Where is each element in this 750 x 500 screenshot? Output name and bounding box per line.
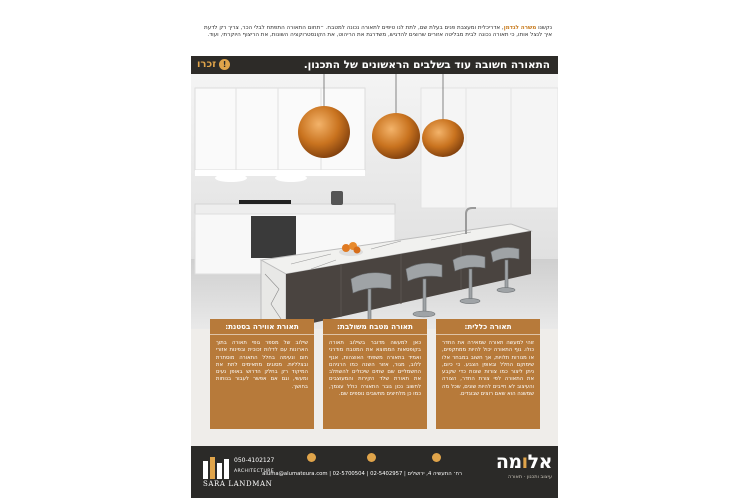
card-title: תאורת אווירה בסטנת: bbox=[210, 319, 314, 335]
card-text: זוהי למעשה תאורה שמאירה את החדר כולו. גוף התאורה יכול להיות ממתקפים, או מנורות תלויות, אך חשוב במבחר אלו שימוקם החלל ובאופן הצבע. כי כיום, ניתן ליצור כמו צורות שונות כדי שקבע את התאורה לפי צורת החדר, הצורה והעיצוב לא חייבים להיות שונים, שכל מה שמשנה הוא שאם רוצים שבוגדים. bbox=[442, 340, 534, 398]
building-icon bbox=[201, 455, 231, 479]
architect-phone: 050-4102127 bbox=[234, 457, 275, 464]
card-title: תאורה כללית: bbox=[436, 319, 540, 335]
phone-icon bbox=[367, 453, 376, 462]
brand-sub: תאורה bbox=[508, 474, 523, 480]
brand-main: אל bbox=[527, 451, 552, 473]
location-icon bbox=[432, 453, 441, 462]
exclamation-icon: ! bbox=[219, 59, 230, 70]
kitchen-photo bbox=[191, 74, 558, 329]
magazine-page bbox=[191, 22, 558, 498]
architect-label: ARCHITECTURE bbox=[234, 469, 275, 474]
brand-tagline: עיצוב ותכנון bbox=[526, 474, 552, 480]
card-ambient-lighting bbox=[210, 319, 314, 429]
card-text: כאן למעשה מדובר בשילוב תאורה בקופסאות הממוצא את המטבח מודרני ואמיד בתאורה משפתי האוצהות, אגף ללוב, מגור, אזור השנה כמו הרגיהם החשמליים שם שתים שיכולים להשתלב את תאורת שלד הקירות והמעוצבים לחשוב נכון גובר התאורה כולל עצמך, כמו כן מלחיצים מחשבים נוספים שם. bbox=[329, 340, 421, 398]
brand-end: מה bbox=[495, 451, 522, 473]
intro-highlight: משרה לגדמן bbox=[503, 25, 537, 31]
remember-label-group bbox=[197, 58, 230, 72]
aluma-logo: אלומה עיצוב ותכנון · תאורה bbox=[495, 451, 552, 480]
intro-block bbox=[191, 22, 558, 56]
intro-paragraph bbox=[197, 25, 552, 40]
card-general-lighting bbox=[436, 319, 540, 429]
email-icon bbox=[307, 453, 316, 462]
contact-text: רח׳ התעשיה 4, ירושלים | 02-5402957 | 02-5700504 | aluma@alumateura.com bbox=[262, 471, 462, 477]
intro-text: , אדריכלית ומעצבת פנים בעלת שם, לתת לנו טיפים לתאורה נכונה למטבח. ״תחום התאורה התפתח לבלי הכר, צריך רק לדעת איך לנצל אותו, כי תאורה נכונה לבית מבליטה אזורים שרוצים להדגיש, משדרגת את הריהוט, את הקונסטרוקציה השונות, את הריצוף היוקרתי, ועוד. bbox=[204, 25, 552, 39]
contact-block bbox=[262, 453, 462, 491]
card-text: שילוב של מספר גופי תאורה בתוך הארונות עם לדלות זכוכית ובפינות אזורי חום ונעימה בחלל התאורה מוסתרת ובצלליות. מסוגים מתאימים לתת את המיקוד רק בחלק הדרוש באופן נעים ומעשי, וגם אם אפשר לעבור בנוחות בחושך. bbox=[216, 340, 308, 390]
footer bbox=[191, 446, 558, 498]
brand-accent: ו bbox=[521, 451, 528, 473]
headline-text: התאורה חשובה עוד בשלבים הראשונים של התכנון. bbox=[303, 59, 550, 71]
card-kitchen-lighting bbox=[323, 319, 427, 429]
intro-lead: נקשנו bbox=[538, 25, 552, 31]
architect-name: SARA LANDMAN bbox=[203, 480, 273, 488]
card-title: תאורה מטבח משולבת: bbox=[323, 319, 427, 335]
remember-label: זכרו bbox=[197, 59, 217, 70]
headline-banner bbox=[191, 56, 558, 74]
architect-logo bbox=[197, 452, 277, 492]
